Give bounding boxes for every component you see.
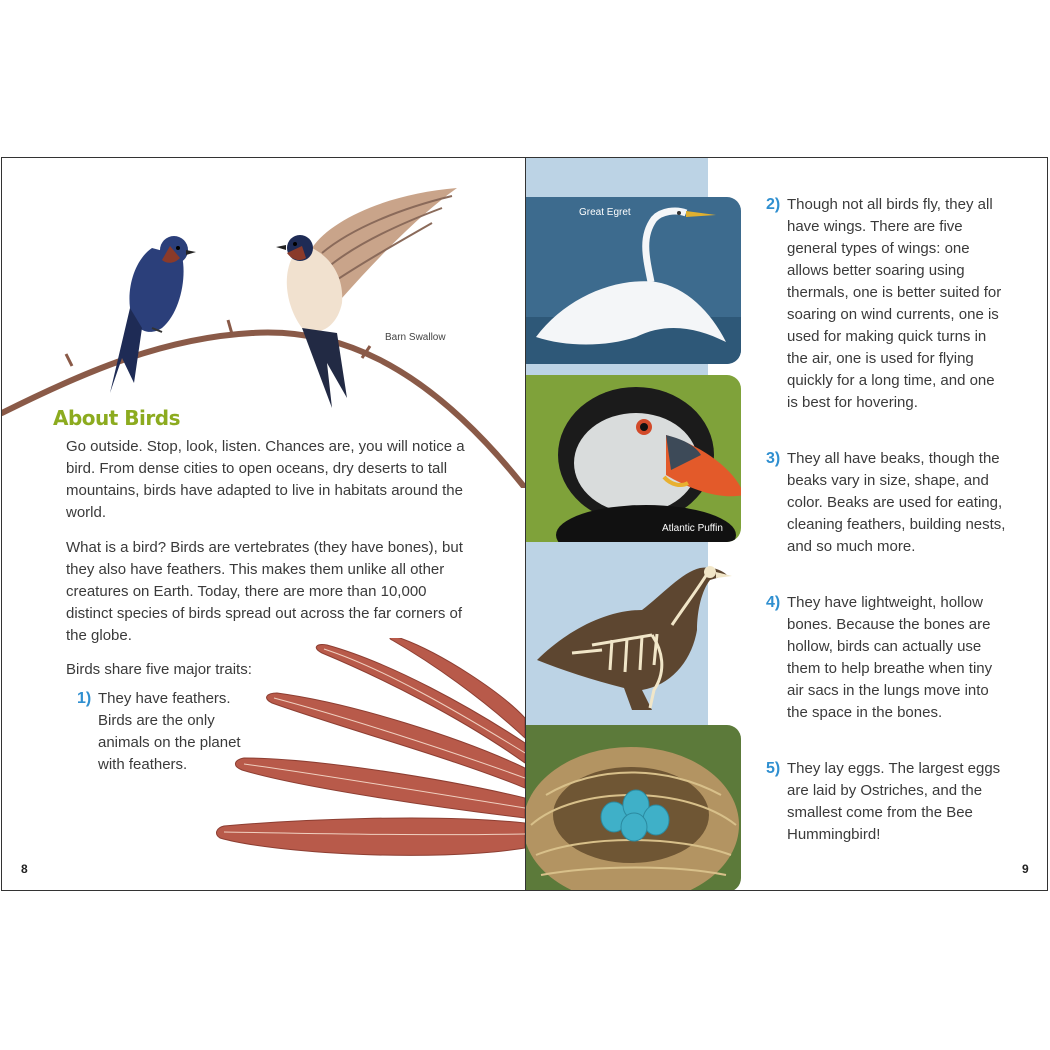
trait-1-text: They have feathers. Birds are the only animals on the planet with feathers. — [98, 690, 241, 773]
trait-1 — [77, 688, 267, 776]
definition-paragraph: What is a bird? Birds are vertebrates (they have bones), but they also have feathers. This makes them unlike all other creatures on Earth. Today, there are more than 10,000 distinct species of birds spread out across the far corners of the globe. — [66, 539, 463, 644]
trait-3-number: 3) — [766, 450, 781, 467]
trait-2 — [766, 194, 1006, 414]
traits-intro: Birds share five major traits: — [66, 661, 252, 678]
trait-2-number: 2) — [766, 196, 781, 213]
page-heading: About Birds — [53, 406, 180, 430]
great-egret-photo — [526, 197, 741, 364]
atlantic-puffin-photo — [526, 375, 741, 542]
trait-1-number: 1) — [77, 690, 92, 707]
trait-5 — [766, 758, 1006, 846]
trait-4-text: They have lightweight, hollow bones. Because the bones are hollow, birds can actually use them to help breathe when tiny air sacs in the lungs move into the space in the bones. — [787, 594, 993, 721]
trait-5-text: They lay eggs. The largest eggs are laid by Ostriches, and the smallest come from the Bee Hummingbird! — [787, 760, 1001, 843]
intro-paragraph: Go outside. Stop, look, listen. Chances are, you will notice a bird. From dense cities to open oceans, dry deserts to tall mountains, birds have adapted to live in habitats around the world. — [66, 438, 465, 521]
trait-3 — [766, 448, 1006, 558]
page-number-right: 9 — [1022, 862, 1029, 876]
great-egret-caption: Great Egret — [579, 207, 631, 218]
trait-3-text: They all have beaks, though the beaks vary in size, shape, and color. Beaks are used for eating, cleaning feathers, building nests, and so much more. — [787, 450, 1006, 555]
page-gutter — [525, 158, 526, 890]
barn-swallow-caption: Barn Swallow — [385, 332, 446, 343]
nest-eggs-photo — [526, 725, 741, 891]
bird-skeleton-illustration — [532, 550, 732, 710]
trait-4-number: 4) — [766, 594, 781, 611]
trait-4 — [766, 592, 1006, 724]
trait-2-text: Though not all birds fly, they all have wings. There are five general types of wings: one allows better soaring using thermals, one is better suited for soaring on wind currents, one is used for making quick turns in the air, one is used for flying quickly for a long time, and one is best for hovering. — [787, 196, 1002, 411]
trait-5-number: 5) — [766, 760, 781, 777]
book-spread — [1, 157, 1048, 891]
page-number-left: 8 — [21, 862, 28, 876]
atlantic-puffin-caption: Atlantic Puffin — [662, 523, 723, 534]
